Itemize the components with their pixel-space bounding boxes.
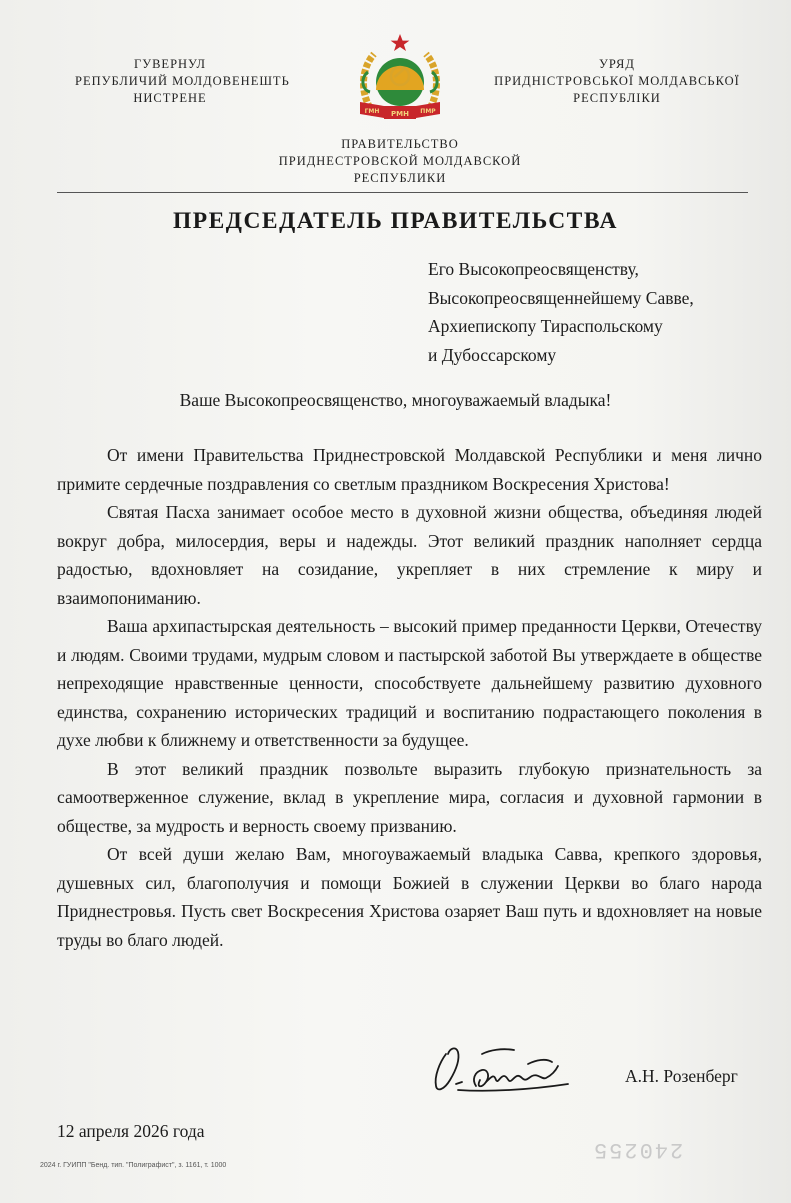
document-date: 12 апреля 2026 года [57, 1121, 205, 1141]
header-divider [57, 192, 748, 193]
header-left-line-1: ГУВЕРНУЛ [134, 57, 206, 71]
addressee-line-1: Его Высокопреосвященству, [428, 259, 639, 279]
paragraph-5: От всей души желаю Вам, многоуважаемый владыка Савва, крепкого здоровья, душевных сил, благополучия и помощи Божией в служении Церкви во благо народа Приднестровья. Пусть свет Воскресения Христова озаряет Ваш путь и вдохновляет на новые труды во благо людей. [57, 844, 762, 950]
addressee-line-2: Высокопреосвященнейшему Савве, [428, 287, 694, 308]
header-left-line-2: РЕПУБЛИЧИЙ МОЛДОВЕНЕШТЬ [75, 74, 290, 88]
header-left-moldovan [75, 56, 290, 107]
document-title: ПРЕДСЕДАТЕЛЬ ПРАВИТЕЛЬСТВА [172, 208, 619, 234]
salutation: Ваше Высокопреосвященство, многоуважаемый владыка! [179, 390, 612, 410]
header-right-line-3: РЕСПУБЛІКИ [573, 91, 661, 105]
header-center-line-3: РЕСПУБЛИКИ [353, 171, 447, 185]
header-center-line-2: ПРИДНЕСТРОВСКОЙ МОЛДАВСКОЙ [278, 154, 522, 168]
paragraph-3: Ваша архипастырская деятельность – высокий пример преданности Церкви, Отечеству и людям. Своими трудами, мудрым словом и пастырской заботой Вы утверждаете в обществе непреходящие нравственные ценности, способствуете дальнейшему развитию духовного единства, сохранению исторических традиций и воспитанию подрастающего поколения в духе любви к ближнему и ответственности за будущее. [57, 616, 762, 750]
signatory-name: А.Н. Розенберг [625, 1066, 738, 1086]
paragraph-1: От имени Правительства Приднестровской Молдавской Республики и меня лично примите сердечные поздравления со светлым праздником Воскресения Христова! [57, 445, 762, 494]
emblem-ribbon-right: ПМР [420, 108, 436, 115]
print-imprint: 2024 г. ГУИПП "Бенд. тип. "Полиграфист", з. 1161, т. 1000 [40, 1162, 227, 1169]
header-right-line-1: УРЯД [599, 57, 635, 71]
header-right-ukrainian [480, 56, 754, 107]
header-left-line-3: НИСТРЕНЕ [133, 91, 207, 105]
form-serial-number: 240255 [592, 1137, 684, 1162]
addressee-line-3: Архиепископу Тираспольскому [428, 316, 663, 336]
emblem-ribbon-center: РМН [391, 110, 409, 118]
header-center-line-1: ПРАВИТЕЛЬСТВО [341, 137, 459, 151]
header-center-russian [250, 136, 550, 187]
emblem-ribbon-left: ГМН [364, 108, 380, 115]
addressee-line-4: и Дубоссарскому [428, 344, 557, 365]
handwritten-signature-icon [428, 1040, 578, 1098]
state-emblem-icon [354, 32, 446, 128]
paragraph-2: Святая Пасха занимает особое место в духовной жизни общества, объединяя людей вокруг добра, милосердия, веры и надежды. Этот великий праздник наполняет сердца радостью, вдохновляет на созидание, укрепляет в них стремление к миру и взаимопониманию. [57, 502, 762, 608]
paragraph-4: В этот великий праздник позвольте выразить глубокую признательность за самоотверженное служение, вклад в укрепление мира, согласия и духовной гармонии в обществе, за мудрость и верность своему призванию. [57, 758, 762, 836]
addressee-block [428, 255, 694, 369]
header-right-line-2: ПРИДНІСТРОВСЬКОЇ МОЛДАВСЬКОЇ [494, 74, 740, 88]
letter-body [57, 441, 762, 954]
